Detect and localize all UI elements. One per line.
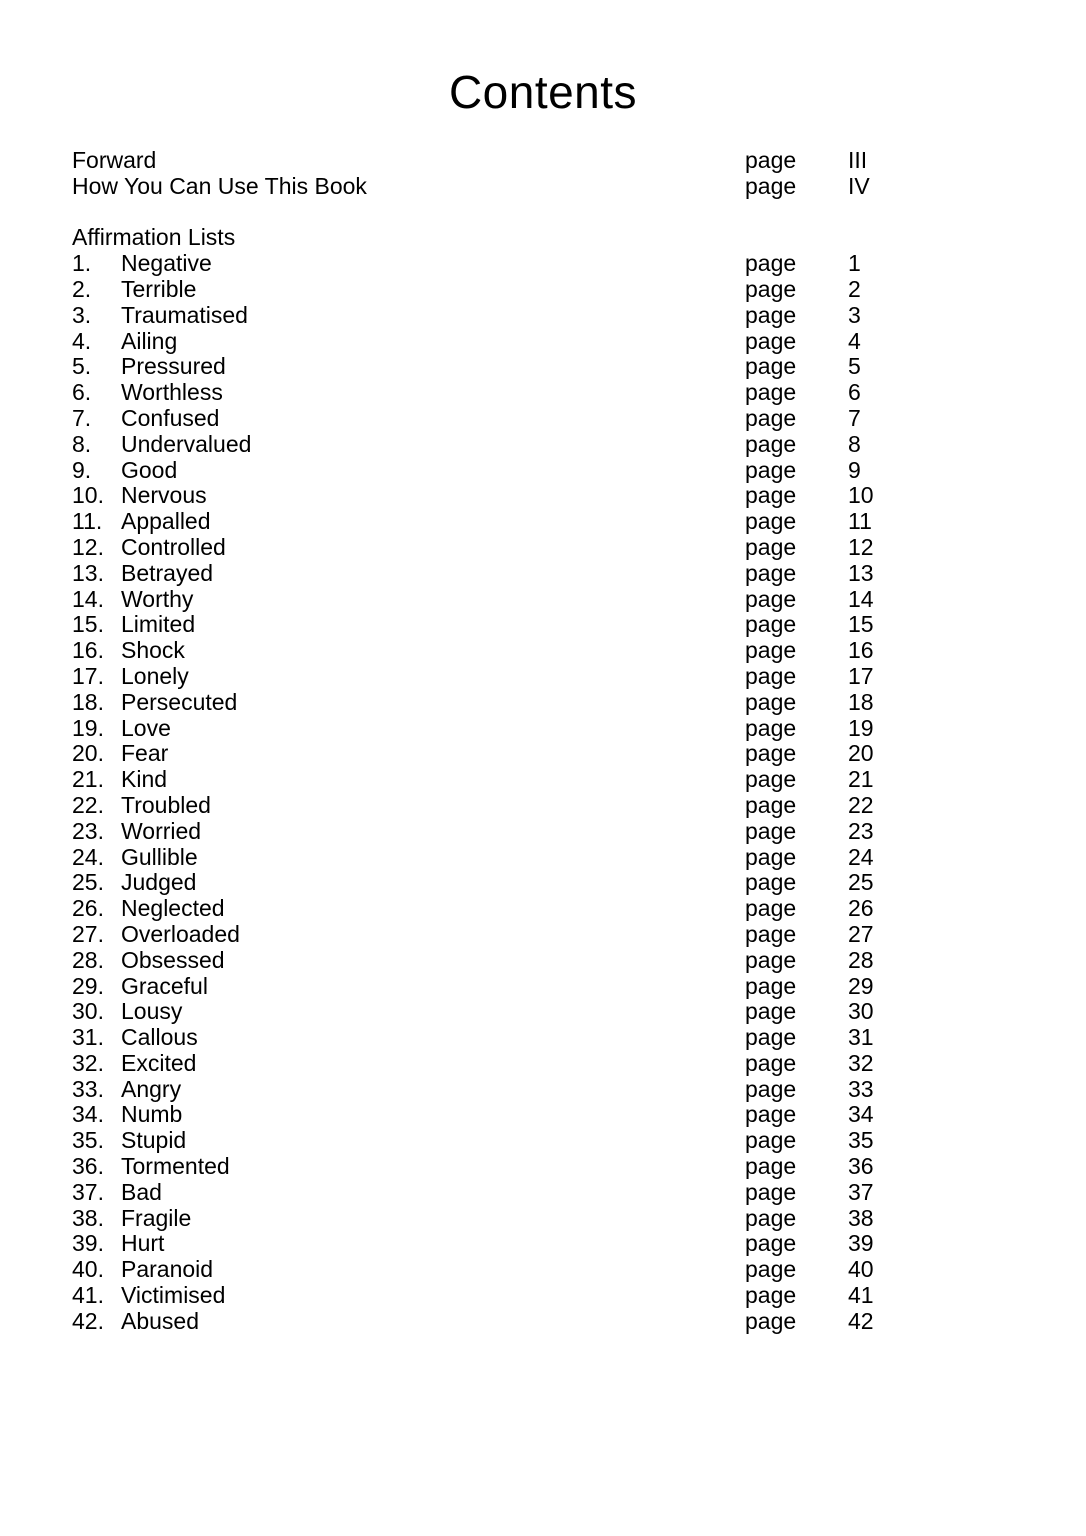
toc-entry-row [72,974,932,1000]
page-word: page [745,275,797,302]
page-word: page [745,430,797,457]
page-number: 17 [848,662,874,689]
entry-number: 39. [72,1230,104,1257]
entry-number: 22. [72,791,104,818]
page-word: page [745,791,797,818]
entry-label: Troubled [121,791,211,818]
page-word: page [745,869,797,896]
page-number: 31 [848,1024,874,1051]
page-number: 4 [848,327,861,354]
toc-entry-row [72,716,932,742]
page-word: page [745,1127,797,1154]
page-number: 28 [848,946,874,973]
entry-label: Lousy [121,998,183,1025]
entry-number: 3. [72,301,92,328]
toc-entry-row [72,793,932,819]
page-number: 34 [848,1101,874,1128]
toc-entry-row [72,432,932,458]
entry-number: 2. [72,275,92,302]
entry-number: 4. [72,327,92,354]
page-number: 35 [848,1127,874,1154]
entry-label: Fear [121,740,169,767]
page-word: page [745,920,797,947]
entry-label: Fragile [121,1204,192,1231]
entry-label: Undervalued [121,430,252,457]
page-word: page [745,637,797,664]
page-word: page [745,714,797,741]
toc-entry-row [72,1025,932,1051]
page-word: page [745,946,797,973]
page-number: 20 [848,740,874,767]
entry-label: Neglected [121,895,225,922]
entry-number: 35. [72,1127,104,1154]
page-number: 19 [848,714,874,741]
entry-number: 7. [72,404,92,431]
entry-label: Numb [121,1101,183,1128]
page-word: page [745,843,797,870]
entry-label: Paranoid [121,1256,214,1283]
entry-number: 37. [72,1178,104,1205]
entry-number: 29. [72,972,104,999]
entry-label: Worried [121,817,202,844]
page-word: page [745,172,797,199]
toc-entry-row [72,458,932,484]
page-word: page [745,1307,797,1334]
page-word: page [745,379,797,406]
entry-number: 33. [72,1075,104,1102]
page-number: 3 [848,301,861,328]
page-word: page [745,404,797,431]
entry-number: 12. [72,533,104,560]
entry-label: Angry [121,1075,182,1102]
page-number: 29 [848,972,874,999]
page-number: 22 [848,791,874,818]
toc-entry-row [72,690,932,716]
toc-entry-row [72,1206,932,1232]
page-number: 36 [848,1153,874,1180]
entry-label: Confused [121,404,220,431]
toc-entry-row [72,303,932,329]
page-number: 16 [848,637,874,664]
page-word: page [745,250,797,277]
entry-label: Betrayed [121,559,214,586]
entry-label: Graceful [121,972,208,999]
toc-entry-row [72,1102,932,1128]
entry-label: Traumatised [121,301,248,328]
page-number: 38 [848,1204,874,1231]
toc-entry-row [72,1051,932,1077]
entry-label: Hurt [121,1230,165,1257]
toc-entry-row [72,638,932,664]
page-word: page [745,688,797,715]
entry-label: Controlled [121,533,226,560]
page-word: page [745,972,797,999]
toc-entry-row [72,999,932,1025]
page-number: 5 [848,353,861,380]
entry-label: Lonely [121,662,189,689]
toc-entry-row [72,1231,932,1257]
toc-entry-row [72,870,932,896]
entry-label: Pressured [121,353,226,380]
toc-entry-row [72,561,932,587]
entry-number: 38. [72,1204,104,1231]
toc-entry-row [72,922,932,948]
entry-label: Appalled [121,508,211,535]
entry-number: 11. [72,508,103,535]
entry-label: Worthless [121,379,223,406]
front-matter-row [72,148,932,174]
entry-number: 20. [72,740,104,767]
page-number: 7 [848,404,861,431]
page-word: page [745,740,797,767]
section-heading-row [72,225,932,251]
toc-entry-row [72,612,932,638]
page-word: page [745,998,797,1025]
entry-number: 26. [72,895,104,922]
toc-entry-row [72,329,932,355]
entry-label: Obsessed [121,946,225,973]
page-word: page [745,1024,797,1051]
entry-number: 13. [72,559,104,586]
page-word: page [745,1204,797,1231]
toc-entry-row [72,845,932,871]
page-number: 37 [848,1178,874,1205]
page-number: 23 [848,817,874,844]
page-word: page [745,327,797,354]
toc-entry-row [72,535,932,561]
page-number: 18 [848,688,874,715]
toc-entry-row [72,664,932,690]
page-number: 10 [848,482,874,509]
page-number: 11 [848,508,872,535]
entry-number: 5. [72,353,92,380]
toc-entry-row [72,1309,932,1335]
page-number: 12 [848,533,874,560]
page-word: page [745,766,797,793]
toc-entry-row [72,587,932,613]
entry-number: 34. [72,1101,104,1128]
entry-label: Excited [121,1049,197,1076]
entry-number: 24. [72,843,104,870]
page-number: 25 [848,869,874,896]
entry-label: Tormented [121,1153,230,1180]
page-number: 26 [848,895,874,922]
page-word: page [745,147,797,173]
affirmation-entries [72,251,932,1334]
entry-label: Love [121,714,171,741]
page-word: page [745,533,797,560]
front-matter-row [72,174,932,200]
page-number: 15 [848,611,874,638]
toc-entry-row [72,354,932,380]
page-word: page [745,353,797,380]
page-word: page [745,301,797,328]
page-word: page [745,508,797,535]
toc-entry-row [72,251,932,277]
entry-number: 23. [72,817,104,844]
page-word: page [745,817,797,844]
toc-entry-row [72,277,932,303]
entry-number: 42. [72,1307,104,1334]
entry-number: 8. [72,430,92,457]
page-word: page [745,1101,797,1128]
entry-number: 21. [72,766,104,793]
entry-number: 31. [72,1024,104,1051]
entry-number: 10. [72,482,104,509]
toc-entry-row [72,1257,932,1283]
toc-entry-row [72,1154,932,1180]
page-number: 14 [848,585,874,612]
entry-label: Nervous [121,482,207,509]
section-heading: Affirmation Lists [72,224,236,251]
page-number: 2 [848,275,861,302]
toc-entry-row [72,483,932,509]
page-number: IV [848,172,870,199]
entry-number: 28. [72,946,104,973]
page-word: page [745,585,797,612]
toc-entry-row [72,406,932,432]
toc-entry-row [72,741,932,767]
page-number: 33 [848,1075,874,1102]
page-number: 42 [848,1307,874,1334]
page-word: page [745,662,797,689]
entry-number: 41. [72,1282,104,1309]
page-number: 30 [848,998,874,1025]
toc-entry-row [72,1283,932,1309]
page-word: page [745,611,797,638]
entry-label: Ailing [121,327,178,354]
table-of-contents [0,148,932,1335]
page-word: page [745,559,797,586]
entry-label: Overloaded [121,920,240,947]
toc-entry-row [72,1180,932,1206]
entry-label: Bad [121,1178,162,1205]
page-number: 21 [848,766,874,793]
page-word: page [745,456,797,483]
entry-number: 14. [72,585,104,612]
toc-entry-row [72,948,932,974]
page-number: 6 [848,379,861,406]
page-number: 24 [848,843,874,870]
page-number: 39 [848,1230,874,1257]
entry-number: 6. [72,379,92,406]
entry-label: Victimised [121,1282,226,1309]
toc-entry-row [72,767,932,793]
entry-number: 9. [72,456,92,483]
page-number: III [848,147,868,173]
entry-label: Shock [121,637,185,664]
entry-number: 15. [72,611,104,638]
entry-label: Stupid [121,1127,187,1154]
entry-label: Negative [121,250,212,277]
toc-entry-row [72,896,932,922]
toc-entry-row [72,509,932,535]
page-number: 13 [848,559,874,586]
entry-label: Good [121,456,178,483]
page-number: 8 [848,430,861,457]
entry-number: 32. [72,1049,104,1076]
entry-label: Judged [121,869,197,896]
page-number: 9 [848,456,861,483]
page-word: page [745,1178,797,1205]
entry-label: Abused [121,1307,200,1334]
entry-label: Persecuted [121,688,238,715]
entry-number: 40. [72,1256,104,1283]
page-title: Contents [448,66,638,118]
entry-number: 36. [72,1153,104,1180]
entry-number: 17. [72,662,104,689]
page-word: page [745,1282,797,1309]
toc-entry-row [72,1128,932,1154]
entry-label: Gullible [121,843,198,870]
page-word: page [745,1230,797,1257]
page-number: 1 [848,250,861,277]
entry-label: Limited [121,611,196,638]
entry-number: 25. [72,869,104,896]
toc-entry-row [72,1077,932,1103]
page-word: page [745,1256,797,1283]
entry-label: Callous [121,1024,198,1051]
toc-entry-label: Forward [72,147,157,173]
entry-label: Terrible [121,275,197,302]
toc-entry-label: How You Can Use This Book [72,172,367,199]
entry-number: 19. [72,714,104,741]
entry-label: Worthy [121,585,194,612]
page-word: page [745,1049,797,1076]
entry-number: 16. [72,637,104,664]
page-number: 40 [848,1256,874,1283]
entry-number: 27. [72,920,104,947]
page-word: page [745,1075,797,1102]
page-word: page [745,895,797,922]
entry-label: Kind [121,766,168,793]
page-number: 27 [848,920,874,947]
page-word: page [745,482,797,509]
page-word: page [745,1153,797,1180]
toc-entry-row [72,380,932,406]
entry-number: 18. [72,688,104,715]
toc-entry-row [72,819,932,845]
entry-number: 1. [72,250,92,277]
entry-number: 30. [72,998,104,1025]
page-number: 41 [848,1282,874,1309]
page-number: 32 [848,1049,874,1076]
